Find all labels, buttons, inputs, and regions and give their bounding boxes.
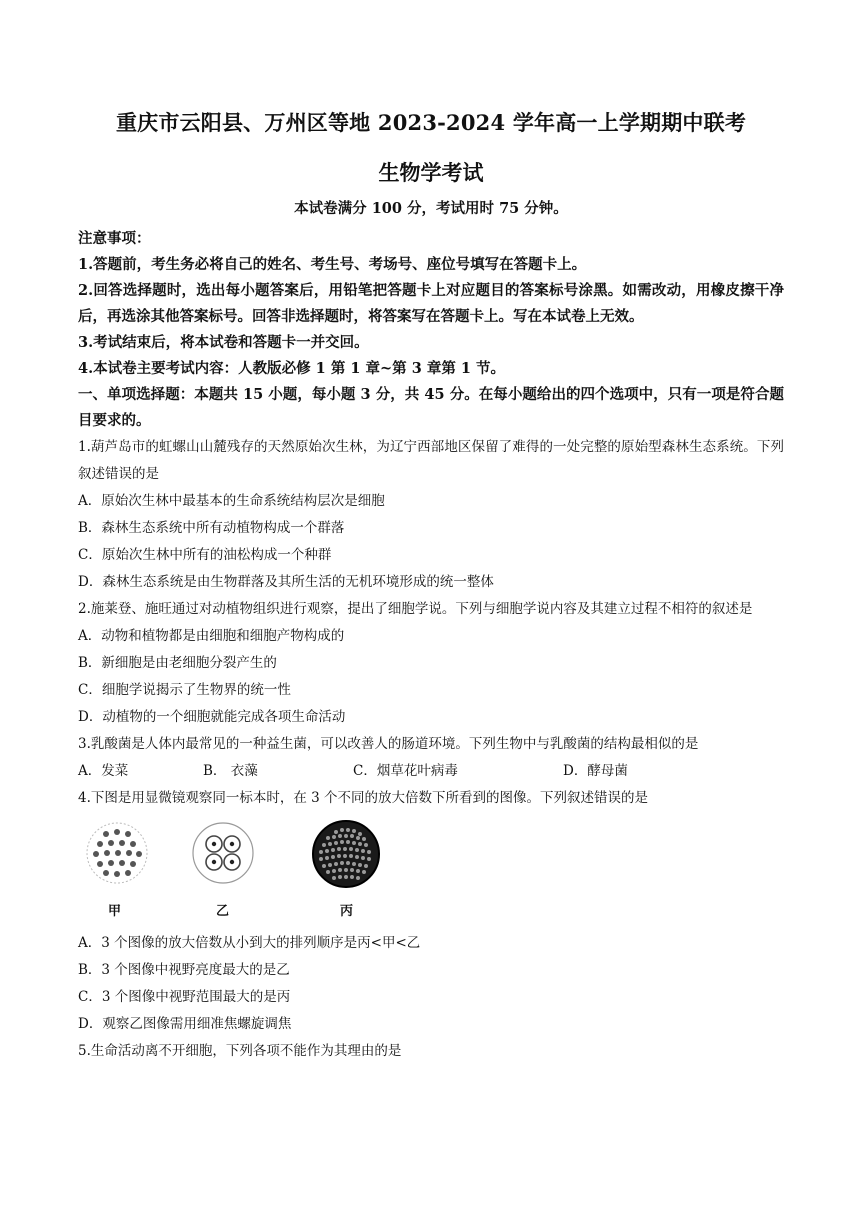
question-2-stem: 2.施莱登、施旺通过对动植物组织进行观察，提出了细胞学说。下列与细胞学说内容及其建立过程不相符的叙述是 <box>78 601 753 617</box>
exam-subtitle: 生物学考试 <box>378 160 484 185</box>
q1-option-b: B．森林生态系统中所有动植物构成一个群落 <box>78 520 345 536</box>
q4-option-b: B．3 个图像中视野亮度最大的是乙 <box>78 962 290 978</box>
q3-option-b: B． 衣藻 <box>203 763 258 779</box>
notice-item-4: 4.本试卷主要考试内容：人教版必修 1 第 1 章~第 3 章第 1 节。 <box>78 360 506 377</box>
q3-options-row <box>78 758 784 785</box>
q3-option-c: C．烟草花叶病毒 <box>353 763 458 779</box>
q3-option-a: A．发菜 <box>78 763 129 779</box>
figure-bing-label: 丙 <box>340 904 354 919</box>
notice-item-2: 2.回答选择题时，选出每小题答案后，用铅笔把答题卡上对应题目的答案标号涂黑。如需改动，用橡皮擦干净后，再选涂其他答案标号。回答非选择题时，将答案写在答题卡上。写在本试卷上无效。 <box>78 282 784 325</box>
exam-meta: 本试卷满分 100 分，考试用时 75 分钟。 <box>294 200 568 217</box>
notice-item-1: 1.答题前，考生务必将自己的姓名、考生号、考场号、座位号填写在答题卡上。 <box>78 256 587 273</box>
q4-option-a: A．3 个图像的放大倍数从小到大的排列顺序是丙<甲<乙 <box>78 935 421 951</box>
notice-title: 注意事项： <box>78 230 151 247</box>
exam-title: 重庆市云阳县、万州区等地 2023-2024 学年高一上学期期中联考 <box>115 110 747 135</box>
figure-bing-image <box>310 818 382 890</box>
q2-option-c: C．细胞学说揭示了生物界的统一性 <box>78 682 291 698</box>
q2-option-a: A．动物和植物都是由细胞和细胞产物构成的 <box>78 628 345 644</box>
question-1-stem: 1.葫芦岛市的虹螺山山麓残存的天然原始次生林，为辽宁西部地区保留了难得的一处完整的原始型森林生态系统。下列叙述错误的是 <box>78 439 784 482</box>
q1-option-a: A．原始次生林中最基本的生命系统结构层次是细胞 <box>78 493 385 509</box>
figure-yi-label: 乙 <box>216 904 230 919</box>
q2-option-d: D．动植物的一个细胞就能完成各项生命活动 <box>78 709 346 725</box>
q1-option-d: D．森林生态系统是由生物群落及其所生活的无机环境形成的统一整体 <box>78 574 494 590</box>
q4-option-d: D．观察乙图像需用细准焦螺旋调焦 <box>78 1016 292 1032</box>
question-5-stem: 5.生命活动离不开细胞，下列各项不能作为其理由的是 <box>78 1043 402 1059</box>
exam-page <box>78 108 784 1065</box>
q3-option-d: D．酵母菌 <box>563 763 628 779</box>
figure-jia-image <box>82 818 152 888</box>
q1-option-c: C．原始次生林中所有的油松构成一个种群 <box>78 547 332 563</box>
figure-yi-image <box>188 818 258 888</box>
figure-jia-label: 甲 <box>108 904 122 919</box>
q4-option-c: C．3 个图像中视野范围最大的是丙 <box>78 989 291 1005</box>
section-heading: 一、单项选择题：本题共 15 小题，每小题 3 分，共 45 分。在每小题给出的四个选项中，只有一项是符合题目要求的。 <box>78 386 784 429</box>
notice-item-3: 3.考试结束后，将本试卷和答题卡一并交回。 <box>78 334 369 351</box>
question-4-stem: 4.下图是用显微镜观察同一标本时，在 3 个不同的放大倍数下所看到的图像。下列叙述错误的是 <box>78 790 649 806</box>
q2-option-b: B．新细胞是由老细胞分裂产生的 <box>78 655 277 671</box>
question-3-stem: 3.乳酸菌是人体内最常见的一种益生菌，可以改善人的肠道环境。下列生物中与乳酸菌的结构最相似的是 <box>78 736 699 752</box>
microscope-figures <box>78 818 784 924</box>
